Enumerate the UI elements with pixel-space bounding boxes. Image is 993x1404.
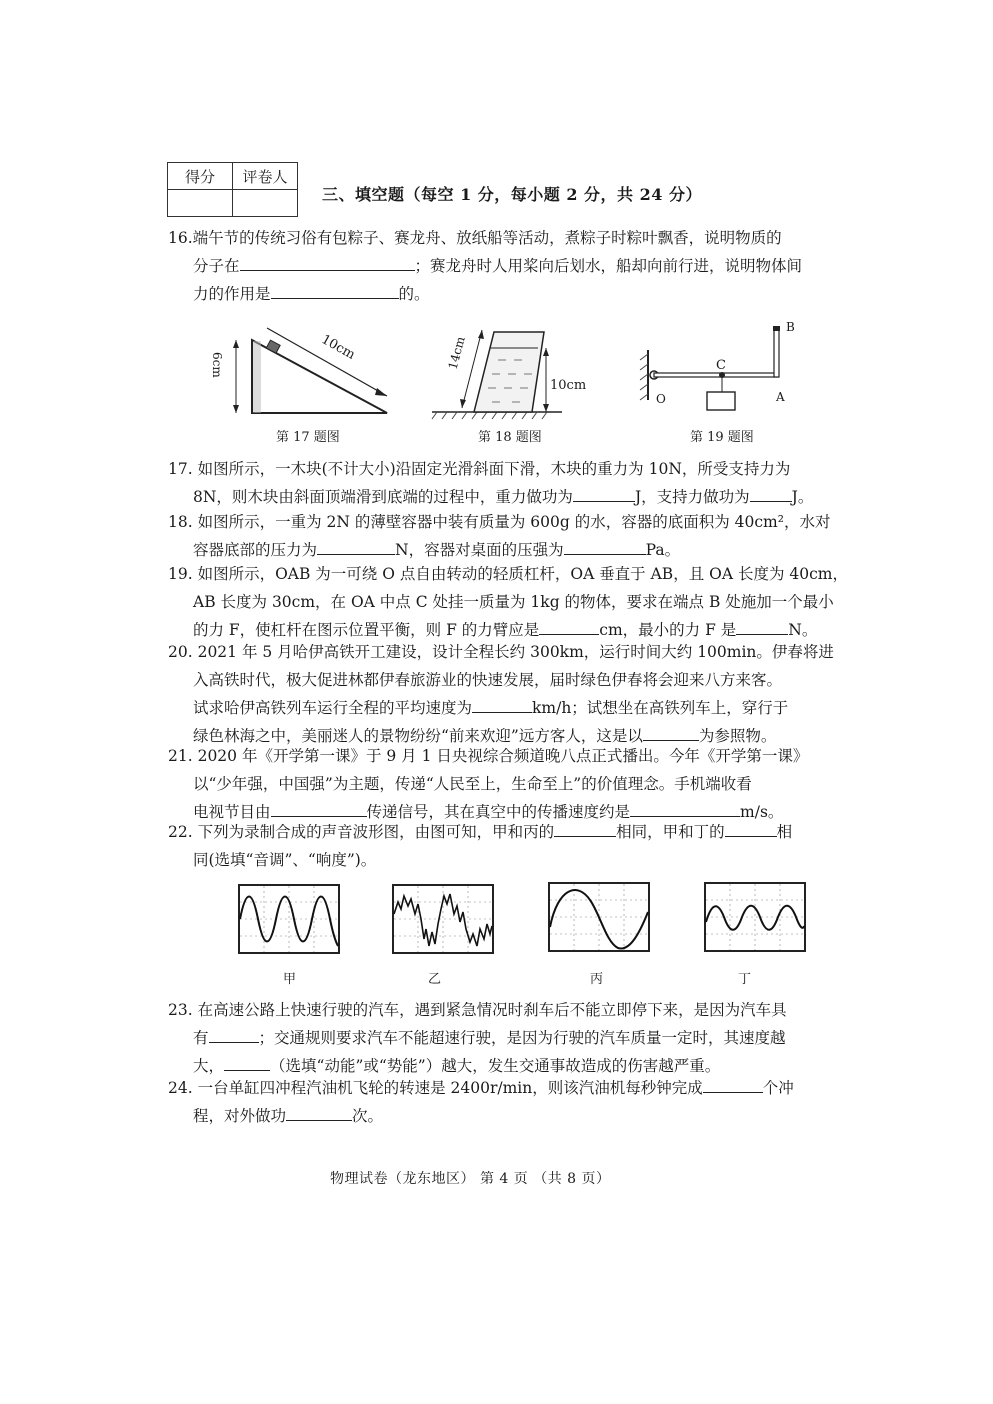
q19-text: N。 xyxy=(788,621,818,639)
fig19-caption: 第 19 题图 xyxy=(690,430,754,445)
q23-blank-2[interactable] xyxy=(224,1054,270,1071)
grader-label: 评卷人 xyxy=(233,163,298,190)
question-24 xyxy=(168,1074,888,1130)
question-18 xyxy=(168,508,888,564)
q16-text: ；赛龙舟时人用桨向后划水，船却向前行进，说明物体间 xyxy=(414,257,803,275)
q21-text: m/s。 xyxy=(740,803,784,821)
q20-text: 绿色林海之中，美丽迷人的景物纷纷“前来欢迎”远方客人，这是以 xyxy=(193,727,643,745)
q19-line2: AB 长度为 30cm，在 OA 中点 C 处挂一质量为 1kg 的物体，要求在端点 B 处施加一个最小 xyxy=(193,593,834,611)
q17-text: 8N，则木块由斜面顶端滑到底端的过程中，重力做功为 xyxy=(193,488,573,506)
q18-text: Pa。 xyxy=(645,541,681,559)
q17-text: J，支持力做功为 xyxy=(634,488,750,506)
q16-text: 力的作用是 xyxy=(193,285,271,303)
q20-text: 为参照物。 xyxy=(698,727,777,745)
page-footer: 物理试卷（龙东地区） 第 4 页 （共 8 页） xyxy=(330,1171,611,1187)
q24-text: 个冲 xyxy=(762,1079,794,1097)
waveform-label-jia: 甲 xyxy=(283,972,297,987)
q21-text: 电视节目由 xyxy=(193,803,271,821)
q16-blank-2[interactable] xyxy=(271,282,399,299)
q23-text: ；交通规则要求汽车不能超速行驶，是因为行驶的汽车质量一定时，其速度越 xyxy=(258,1029,786,1047)
q23-text: 有 xyxy=(193,1029,209,1047)
q24-text: 24. 一台单缸四冲程汽油机飞轮的转速是 2400r/min，则该汽油机每秒钟完成 xyxy=(168,1079,703,1097)
q18-blank-1[interactable] xyxy=(317,538,395,555)
q23-line1: 23. 在高速公路上快速行驶的汽车，遇到紧急情况时刹车后不能立即停下来，是因为汽车具 xyxy=(168,1001,787,1019)
q16-line1: 16.端午节的传统习俗有包粽子、赛龙舟、放纸船等活动，煮粽子时粽叶飘香，说明物质的 xyxy=(168,229,782,247)
q19-text: 的力 F，使杠杆在图示位置平衡，则 F 的力臂应是 xyxy=(193,621,540,639)
q22-text: 22. 下列为录制合成的声音波形图，由图可知，甲和丙的 xyxy=(168,823,555,841)
q18-blank-2[interactable] xyxy=(564,538,646,555)
waveform-label-ding: 丁 xyxy=(738,972,752,987)
q20-text: 试求哈伊高铁列车运行全程的平均速度为 xyxy=(193,699,473,717)
q24-text: 程，对外做功 xyxy=(193,1107,287,1125)
q17-blank-1[interactable] xyxy=(573,485,635,502)
fig19-label-o: O xyxy=(656,392,666,406)
waveform-ding xyxy=(704,882,806,952)
question-16 xyxy=(168,224,888,308)
fig18-caption: 第 18 题图 xyxy=(478,430,542,445)
waveform-yi xyxy=(392,884,494,954)
q23-blank-1[interactable] xyxy=(209,1026,259,1043)
q16-text: 的。 xyxy=(398,285,430,303)
score-label: 得分 xyxy=(168,163,233,190)
q24-text: 次。 xyxy=(352,1107,384,1125)
waveform-label-yi: 乙 xyxy=(428,972,442,987)
score-cell[interactable] xyxy=(168,190,233,217)
q19-blank-2[interactable] xyxy=(736,618,788,635)
q17-text: J。 xyxy=(791,488,814,506)
score-table xyxy=(167,162,298,217)
question-22 xyxy=(168,818,888,874)
q17-line1: 17. 如图所示，一木块(不计大小)沿固定光滑斜面下滑，木块的重力为 10N，所受支持力为 xyxy=(168,460,791,478)
q20-text: km/h；试想坐在高铁列车上，穿行于 xyxy=(532,699,789,717)
figure-17-incline xyxy=(222,318,402,428)
fig18-slant-label: 14cm xyxy=(445,335,468,371)
fig19-label-b: B xyxy=(786,320,795,334)
q21-line1: 21. 2020 年《开学第一课》于 9 月 1 日央视综合频道晚八点正式播出。今年《开学第一课》 xyxy=(168,747,809,765)
waveform-jia xyxy=(238,884,340,954)
q20-blank-1[interactable] xyxy=(472,696,532,713)
fig19-label-c: C xyxy=(716,358,726,373)
q24-blank-1[interactable] xyxy=(703,1076,763,1093)
q18-text: 容器底部的压力为 xyxy=(193,541,318,559)
question-21 xyxy=(168,742,888,826)
q24-blank-2[interactable] xyxy=(286,1104,352,1121)
q22-blank-1[interactable] xyxy=(554,820,616,837)
q23-text: （选填“动能”或“势能”）越大，发生交通事故造成的伤害越严重。 xyxy=(270,1057,721,1075)
q21-line2: 以“少年强，中国强”为主题，传递“人民至上，生命至上”的价值理念。手机端收看 xyxy=(193,775,752,793)
q22-text: 相 xyxy=(776,823,793,841)
q22-line2: 同(选填“音调”、“响度”)。 xyxy=(193,851,377,869)
fig19-label-a: A xyxy=(776,390,785,404)
q20-blank-2[interactable] xyxy=(643,724,699,741)
fig17-caption: 第 17 题图 xyxy=(276,430,340,445)
q16-blank-1[interactable] xyxy=(240,254,415,271)
q20-line2: 入高铁时代，极大促进林都伊春旅游业的快速发展，届时绿色伊春将会迎来八方来客。 xyxy=(193,671,783,689)
q21-blank-1[interactable] xyxy=(271,800,367,817)
question-23 xyxy=(168,996,888,1080)
waveform-label-bing: 丙 xyxy=(590,972,604,987)
q21-blank-2[interactable] xyxy=(630,800,740,817)
question-19 xyxy=(168,560,888,644)
question-17 xyxy=(168,455,888,511)
fig17-side-label: 6cm xyxy=(210,352,224,378)
grader-cell[interactable] xyxy=(233,190,298,217)
section-title: 三、填空题（每空 1 分，每小题 2 分，共 24 分） xyxy=(322,185,702,204)
q21-text: 传递信号，其在真空中的传播速度约是 xyxy=(366,803,631,821)
q22-text: 相同，甲和丁的 xyxy=(616,823,725,841)
q23-text: 大， xyxy=(193,1057,225,1075)
q19-text: cm，最小的力 F 是 xyxy=(599,621,737,639)
q18-line1: 18. 如图所示，一重为 2N 的薄壁容器中装有质量为 600g 的水，容器的底面积为 40cm²，水对 xyxy=(168,513,831,531)
fig18-height-label: 10cm xyxy=(550,378,587,393)
q20-line1: 20. 2021 年 5 月哈伊高铁开工建设，设计全程长约 300km，运行时间大约 100min。伊春将进 xyxy=(168,643,834,661)
waveform-bing xyxy=(548,882,650,952)
q22-blank-2[interactable] xyxy=(725,820,777,837)
q18-text: N，容器对桌面的压强为 xyxy=(395,541,564,559)
question-20 xyxy=(168,638,888,750)
q16-text: 分子在 xyxy=(193,257,240,275)
q19-line1: 19. 如图所示，OAB 为一可绕 O 点自由转动的轻质杠杆，OA 垂直于 AB，且 OA 长度为 40cm， xyxy=(168,565,848,583)
q19-blank-1[interactable] xyxy=(539,618,599,635)
q17-blank-2[interactable] xyxy=(750,485,792,502)
fig17-hyp-label: 10cm xyxy=(318,332,358,363)
